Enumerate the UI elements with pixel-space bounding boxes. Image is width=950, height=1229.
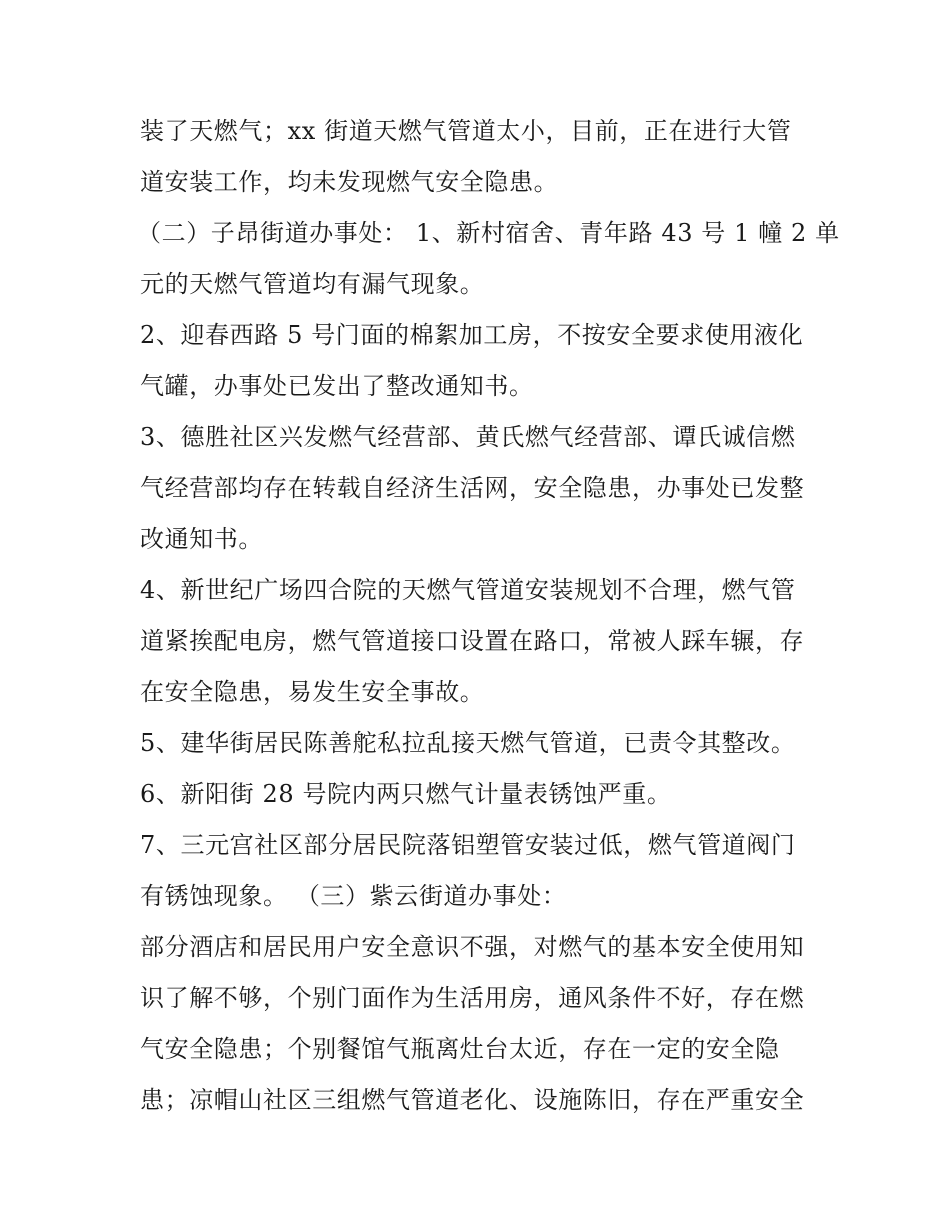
text-line: 改通知书。 [140,525,263,553]
document-body [137,106,840,1126]
list-item-line: 6、新阳街 28 号院内两只燃气计量表锈蚀严重。 [140,780,672,808]
text-line: 气经营部均存在转载自经济生活网，安全隐患，办事处已发整 [140,474,805,502]
section-heading-line: （二）子昂街道办事处： 1、新村宿舍、青年路 43 号 1 幢 2 单 [137,219,840,247]
text-line: 气安全隐患；个别餐馆气瓶离灶台太近，存在一定的安全隐 [140,1035,780,1063]
list-item-line: 5、建华街居民陈善舵私拉乱接天燃气管道，已责令其整改。 [140,729,796,757]
text-line: 在安全隐患，易发生安全事故。 [140,678,485,706]
list-item-line: 3、德胜社区兴发燃气经营部、黄氏燃气经营部、谭氏诚信燃 [140,423,796,451]
text-line: 气罐，办事处已发出了整改通知书。 [140,372,534,400]
text-line: 道紧挨配电房，燃气管道接口设置在路口，常被人踩车辗，存 [140,627,805,655]
text-line: 有锈蚀现象。 （三）紫云街道办事处： [140,882,567,910]
text-line: 患；凉帽山社区三组燃气管道老化、设施陈旧，存在严重安全 [140,1086,805,1114]
text-line: 识了解不够，个别门面作为生活用房，通风条件不好，存在燃 [140,984,805,1012]
list-item-line: 7、三元宫社区部分居民院落铝塑管安装过低，燃气管道阀门 [140,831,796,859]
text-line: 元的天燃气管道均有漏气现象。 [140,270,485,298]
list-item-line: 2、迎春西路 5 号门面的棉絮加工房，不按安全要求使用液化 [140,321,804,349]
text-line: 装了天燃气；xx 街道天燃气管道太小，目前，正在进行大管 [140,117,792,145]
text-line: 部分酒店和居民用户安全意识不强，对燃气的基本安全使用知 [140,933,805,961]
list-item-line: 4、新世纪广场四合院的天燃气管道安装规划不合理，燃气管 [140,576,796,604]
text-line: 道安装工作，均未发现燃气安全隐患。 [140,168,559,196]
